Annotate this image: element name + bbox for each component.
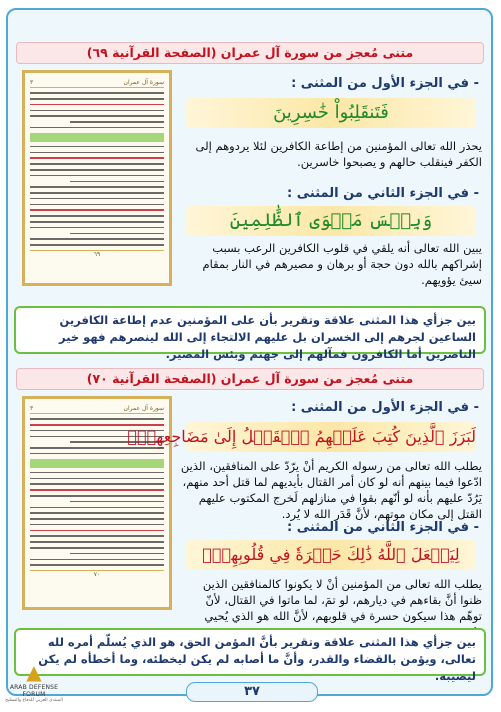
section-2-part-2-phrase: لِيَجۡعَلَ ٱللَّهُ ذَٰلِكَ حَسۡرَةٗ فِي قُلُوبِهِمۡۗ: [186, 540, 476, 570]
mushaf-highlight: [30, 133, 164, 142]
section-1-conclusion-box: بين جزأي هذا المثنى علاقة وتقرير بأن على المؤمنين عدم إطاعة الكافرين الساعين لجرهم إلى الخسران بل عليهم الالتجاء إلى الله لينصرهم فهو خير الناصرين أما الكافرون فمآلهم إلى جهنم وبئس المصير.: [14, 306, 486, 354]
section-2-part-2-text: يطلب الله تعالى من المؤمنين أنْ لا يكونوا كالمنافقين الذين ظنوا أنَّ بقاءهم في ديارهم، لو تمَ، لما ماتوا في القتال، لأنّ توهّم هذا سيكون حسرة في قلوبهم، لأنَّ الله هو الذي يُحيي: [202, 577, 482, 623]
mushaf-page-image-69: [22, 70, 172, 286]
section-1-part-2-text: يبين الله تعالى أنه يلقي في قلوب الكافرين الرعب بسبب إشراكهم بالله دون حجة أو برهان و مصيرهم في النار بمقام سيئ يؤويهم.: [202, 241, 482, 287]
logo-subtext: المنتدى العربي للدفاع والتسليح: [5, 698, 63, 703]
section-2-part-1-heading: - في الجزء الأول من المثنى :: [291, 400, 479, 415]
section-1-part-2-phrase: وَبِئۡسَ مَثۡوَى ٱلظَّٰلِمِينَ: [186, 206, 476, 236]
section-2-conclusion-box: بين جزأي هذا المثنى علاقة وتقرير بأنَّ المؤمن الحق، هو الذي يُسلّم أمره لله تعالى، ويؤمن بالقضاء والقدر، وأنَّ ما أصابه لم يكن ليخطئه، وما أخطأه لم يكن ليصيبه.: [14, 628, 486, 676]
section-2-title: متنى مُعجز من سورة آل عمران (الصفحة القرآنية ٧٠): [16, 368, 484, 390]
logo-text: ARAB DEFENSE FORUM: [9, 684, 59, 698]
section-1-part-1-phrase: فَتَنقَلِبُواْ خَٰسِرِينَ: [186, 98, 476, 128]
section-1-part-1-heading: - في الجزء الأول من المثنى :: [291, 76, 479, 91]
section-1-title: متنى مُعجز من سورة آل عمران (الصفحة القرآنية ٦٩): [16, 42, 484, 64]
forum-logo: [4, 660, 64, 710]
mushaf-highlight: [30, 459, 164, 468]
section-2-part-1-phrase: لَبَرَزَ ٱلَّذِينَ كُتِبَ عَلَيۡهِمُ ٱلۡقَتۡلُ إِلَىٰ مَضَاجِعِهِمۡۖ: [186, 422, 476, 452]
section-1-part-2-heading: - في الجزء الثاني من المثنى :: [287, 186, 479, 201]
mushaf-header: ٣ سورة آل عمران: [30, 77, 164, 88]
section-2-part-2-heading: - في الجزء الثاني من المثنى :: [287, 520, 479, 535]
section-2-part-1-text: يطلب الله تعالى من رسوله الكريم أنْ يرّدّ على المنافقين، الذين ادّعوا فيما بينهم أنه لو كان أمر القتال بأيديهم لما قتل أحد منهم، يَرُدّ عليهم بأنه لو أنّهم بقوا في منازلهم لَخرج المكتوب عليهم القتل إلى مكان موتهم، لأنَّ قَدَر الله لا يُرد.: [180, 459, 482, 521]
mushaf-header: ٣ سورة آل عمران: [30, 403, 164, 414]
section-1-part-1-text: يحذر الله تعالى المؤمنين من إطاعة الكافرين لئلا يردوهم إلى الكفر فينقلب حالهم و يصبحوا خاسرين.: [195, 139, 482, 169]
eagle-icon: ▲: [26, 660, 42, 684]
mushaf-footer: ٧٠: [30, 570, 164, 579]
mushaf-footer: ٦٩: [30, 250, 164, 259]
page-number: ٣٧: [186, 682, 318, 702]
